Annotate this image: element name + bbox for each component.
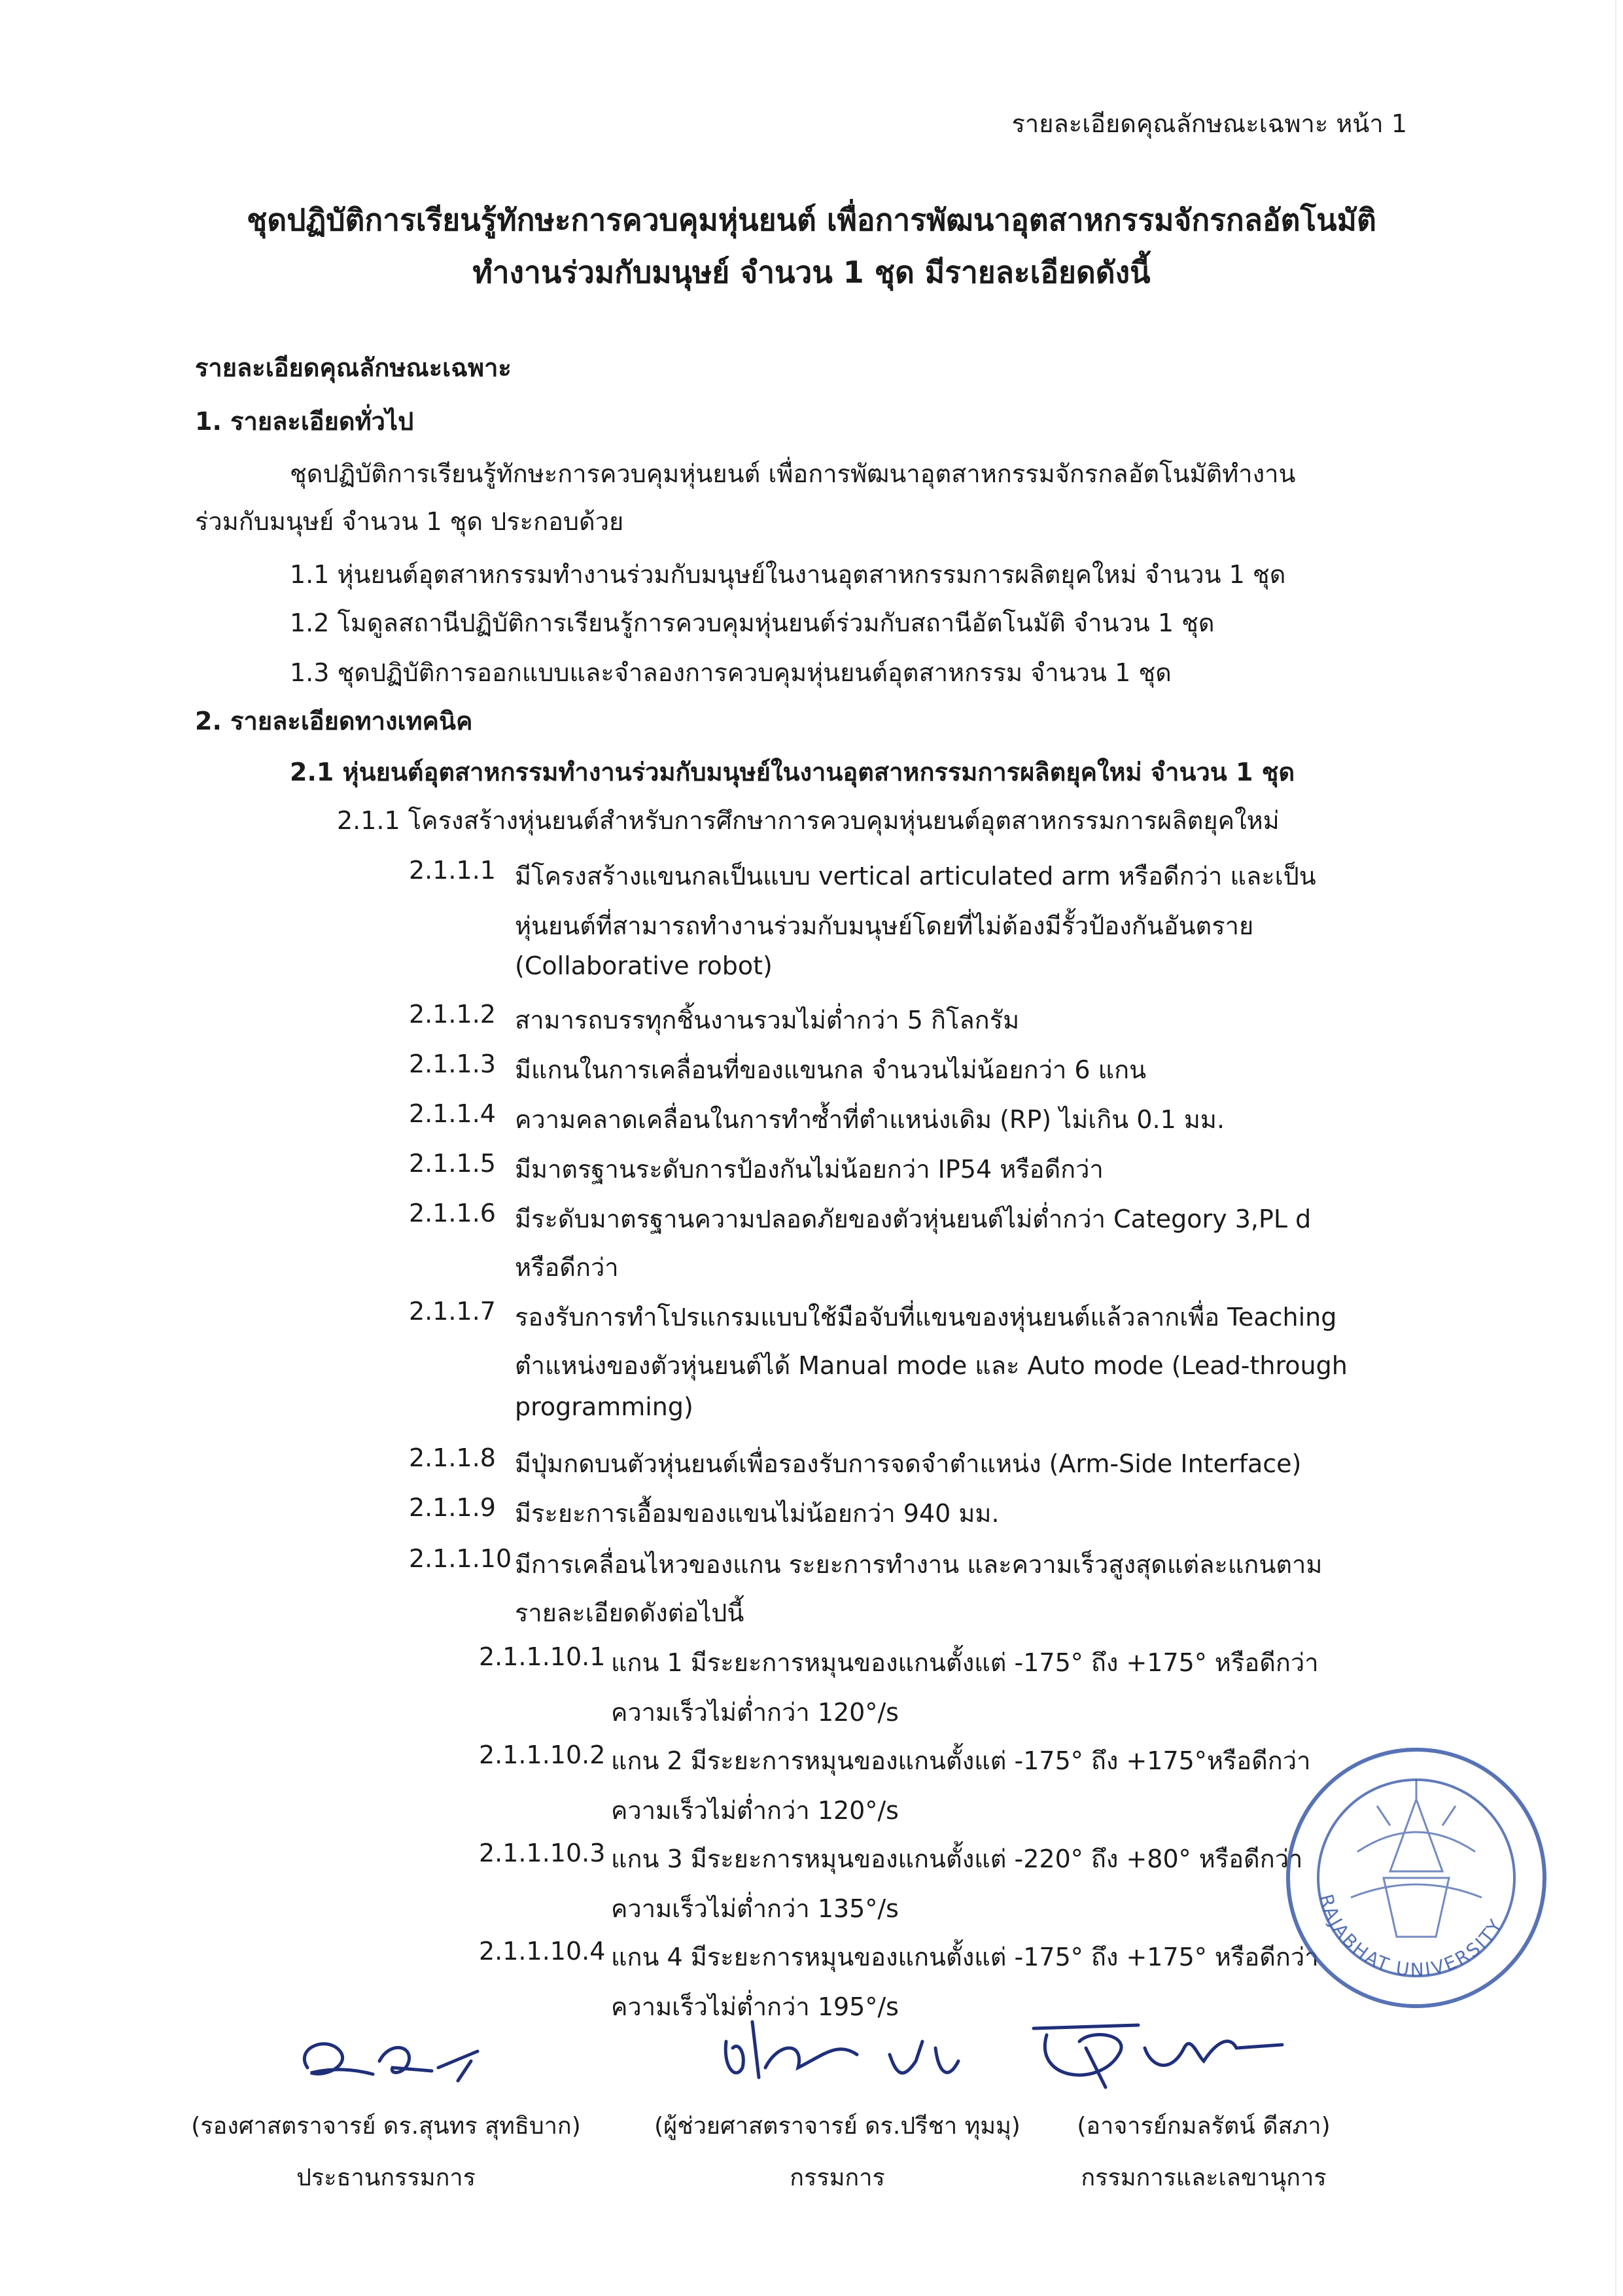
axis-text: แกน 2 มีระยะการหมุนของแกนตั้งแต่ -175° ถึง +175°หรือดีกว่า	[611, 1746, 1311, 1775]
page-header: รายละเอียดคุณลักษณะเฉพาะ หน้า 1	[1011, 109, 1407, 138]
spec-number: 2.1.1.6	[409, 1199, 496, 1227]
section-heading: รายละเอียดคุณลักษณะเฉพาะ	[195, 353, 512, 382]
signer-role: กรรมการและเลขานุการ	[1081, 2164, 1327, 2191]
spec-text: มีระดับมาตรฐานความปลอดภัยของตัวหุ่นยนต์ไม่ต่ำกว่า Category 3,PL d	[515, 1205, 1312, 1233]
spec-text: รองรับการทำโปรแกรมแบบใช้มือจับที่แขนของหุ่นยนต์แล้วลากเพื่อ Teaching	[515, 1303, 1337, 1332]
spec-number: 2.1.1.8	[409, 1443, 496, 1472]
general-item: 1.1 หุ่นยนต์อุตสาหกรรมทำงานร่วมกับมนุษย์ในงานอุตสาหกรรมการผลิตยุคใหม่ จำนวน 1 ชุด	[290, 560, 1286, 589]
spec-text: มีโครงสร้างแขนกลเป็นแบบ vertical articulated arm หรือดีกว่า และเป็น	[515, 862, 1316, 891]
spec-text: หุ่นยนต์ที่สามารถทำงานร่วมกับมนุษย์โดยที่ไม่ต้องมีรั้วป้องกันอันตราย	[515, 911, 1254, 940]
axis-number: 2.1.1.10.1	[479, 1642, 606, 1671]
axis-text: แกน 3 มีระยะการหมุนของแกนตั้งแต่ -220° ถึง +80° หรือดีกว่า	[611, 1845, 1303, 1873]
signature-block-1	[177, 2107, 595, 2196]
signer-name: (ผู้ช่วยศาสตราจารย์ ดร.ปรีชา ทุมมุ)	[654, 2113, 1021, 2140]
spec-number: 2.1.1.1	[409, 856, 496, 885]
spec-number: 2.1.1.9	[409, 1493, 496, 1522]
spec-text: มีปุ่มกดบนตัวหุ่นยนต์เพื่อรองรับการจดจำตำแหน่ง (Arm-Side Interface)	[515, 1449, 1302, 1478]
general-intro-line-2: ร่วมกับมนุษย์ จำนวน 1 ชุด ประกอบด้วย	[195, 507, 624, 536]
signer-role: ประธานกรรมการ	[296, 2164, 476, 2191]
signer-name: (อาจารย์กมลรัตน์ ดีสภา)	[1077, 2113, 1331, 2140]
seal-text: RAJABHAT UNIVERSITY	[1315, 1892, 1508, 1981]
general-item: 1.3 ชุดปฏิบัติการออกแบบและจำลองการควบคุมหุ่นยนต์อุตสาหกรรม จำนวน 1 ชุด	[290, 658, 1172, 687]
spec-text: ตำแหน่งของตัวหุ่นยนต์ได้ Manual mode และ Auto mode (Lead-through	[515, 1351, 1348, 1380]
spec-number: 2.1.1.5	[409, 1149, 496, 1178]
signature-3-icon	[1021, 2015, 1295, 2094]
spec-text: หรือดีกว่า	[515, 1253, 619, 1282]
spec-number: 2.1.1.3	[409, 1050, 496, 1078]
signer-role: กรรมการ	[790, 2164, 885, 2191]
signature-block-3	[1007, 2107, 1400, 2196]
scan-edge	[1615, 0, 1616, 2296]
general-item: 1.2 โมดูลสถานีปฏิบัติการเรียนรู้การควบคุมหุ่นยนต์ร่วมกับสถานีอัตโนมัติ จำนวน 1 ชุด	[290, 609, 1215, 637]
axis-text: ความเร็วไม่ต่ำกว่า 135°/s	[611, 1894, 899, 1923]
spec-text: มีแกนในการเคลื่อนที่ของแขนกล จำนวนไม่น้อยกว่า 6 แกน	[515, 1055, 1147, 1084]
axis-number: 2.1.1.10.4	[479, 1937, 606, 1966]
technical-sub-heading: 2.1 หุ่นยนต์อุตสาหกรรมทำงานร่วมกับมนุษย์ในงานอุตสาหกรรมการผลิตยุคใหม่ จำนวน 1 ชุด	[290, 758, 1295, 786]
axis-text: แกน 4 มีระยะการหมุนของแกนตั้งแต่ -175° ถึง +175° หรือดีกว่า	[611, 1943, 1319, 1971]
spec-number: 2.1.1.10	[409, 1544, 512, 1573]
axis-text: ความเร็วไม่ต่ำกว่า 195°/s	[611, 1992, 899, 2021]
axis-text: ความเร็วไม่ต่ำกว่า 120°/s	[611, 1796, 899, 1825]
spec-number: 2.1.1.4	[409, 1099, 496, 1128]
university-seal-icon	[1279, 1740, 1554, 2015]
signature-1-icon	[281, 2022, 497, 2100]
axis-number: 2.1.1.10.3	[479, 1839, 606, 1867]
axis-text: ความเร็วไม่ต่ำกว่า 120°/s	[611, 1698, 899, 1727]
general-intro-line-1: ชุดปฏิบัติการเรียนรู้ทักษะการควบคุมหุ่นยนต์ เพื่อการพัฒนาอุตสาหกรรมจักรกลอัตโนมัติทำงาน	[290, 459, 1296, 488]
signer-name: (รองศาสตราจารย์ ดร.สุนทร สุทธิบาก)	[191, 2113, 581, 2140]
spec-text: programming)	[515, 1392, 693, 1421]
document-title-line-1: ชุดปฏิบัติการเรียนรู้ทักษะการควบคุมหุ่นยนต์ เพื่อการพัฒนาอุตสาหกรรมจักรกลอัตโนมัติ	[247, 202, 1376, 238]
spec-number: 2.1.1.7	[409, 1297, 496, 1326]
spec-text: มีมาตรฐานระดับการป้องกันไม่น้อยกว่า IP54 หรือดีกว่า	[515, 1155, 1104, 1184]
axis-text: แกน 1 มีระยะการหมุนของแกนตั้งแต่ -175° ถึง +175° หรือดีกว่า	[611, 1648, 1319, 1677]
spec-text: มีระยะการเอื้อมของแขนไม่น้อยกว่า 940 มม.	[515, 1499, 1000, 1528]
axis-number: 2.1.1.10.2	[479, 1740, 606, 1769]
spec-text: ความคลาดเคลื่อนในการทำซ้ำที่ตำแหน่งเดิม (RP) ไม่เกิน 0.1 มม.	[515, 1105, 1225, 1134]
spec-text: มีการเคลื่อนไหวของแกน ระยะการทำงาน และความเร็วสูงสุดแต่ละแกนตาม	[515, 1550, 1323, 1579]
document-title-line-2: ทำงานร่วมกับมนุษย์ จำนวน 1 ชุด มีรายละเอียดดังนี้	[472, 255, 1151, 290]
technical-heading: 2. รายละเอียดทางเทคนิค	[195, 707, 473, 735]
spec-text: (Collaborative robot)	[515, 951, 773, 980]
signature-block-2	[628, 2107, 1047, 2196]
signature-2-icon	[707, 2015, 981, 2107]
spec-number: 2.1.1.2	[409, 1000, 496, 1029]
spec-text: รายละเอียดดังต่อไปนี้	[515, 1598, 744, 1627]
general-heading: 1. รายละเอียดทั่วไป	[195, 407, 414, 436]
technical-sub-sub-heading: 2.1.1 โครงสร้างหุ่นยนต์สำหรับการศึกษาการควบคุมหุ่นยนต์อุตสาหกรรมการผลิตยุคใหม่	[337, 806, 1280, 835]
spec-text: สามารถบรรทุกชิ้นงานรวมไม่ต่ำกว่า 5 กิโลกรัม	[515, 1006, 1020, 1034]
